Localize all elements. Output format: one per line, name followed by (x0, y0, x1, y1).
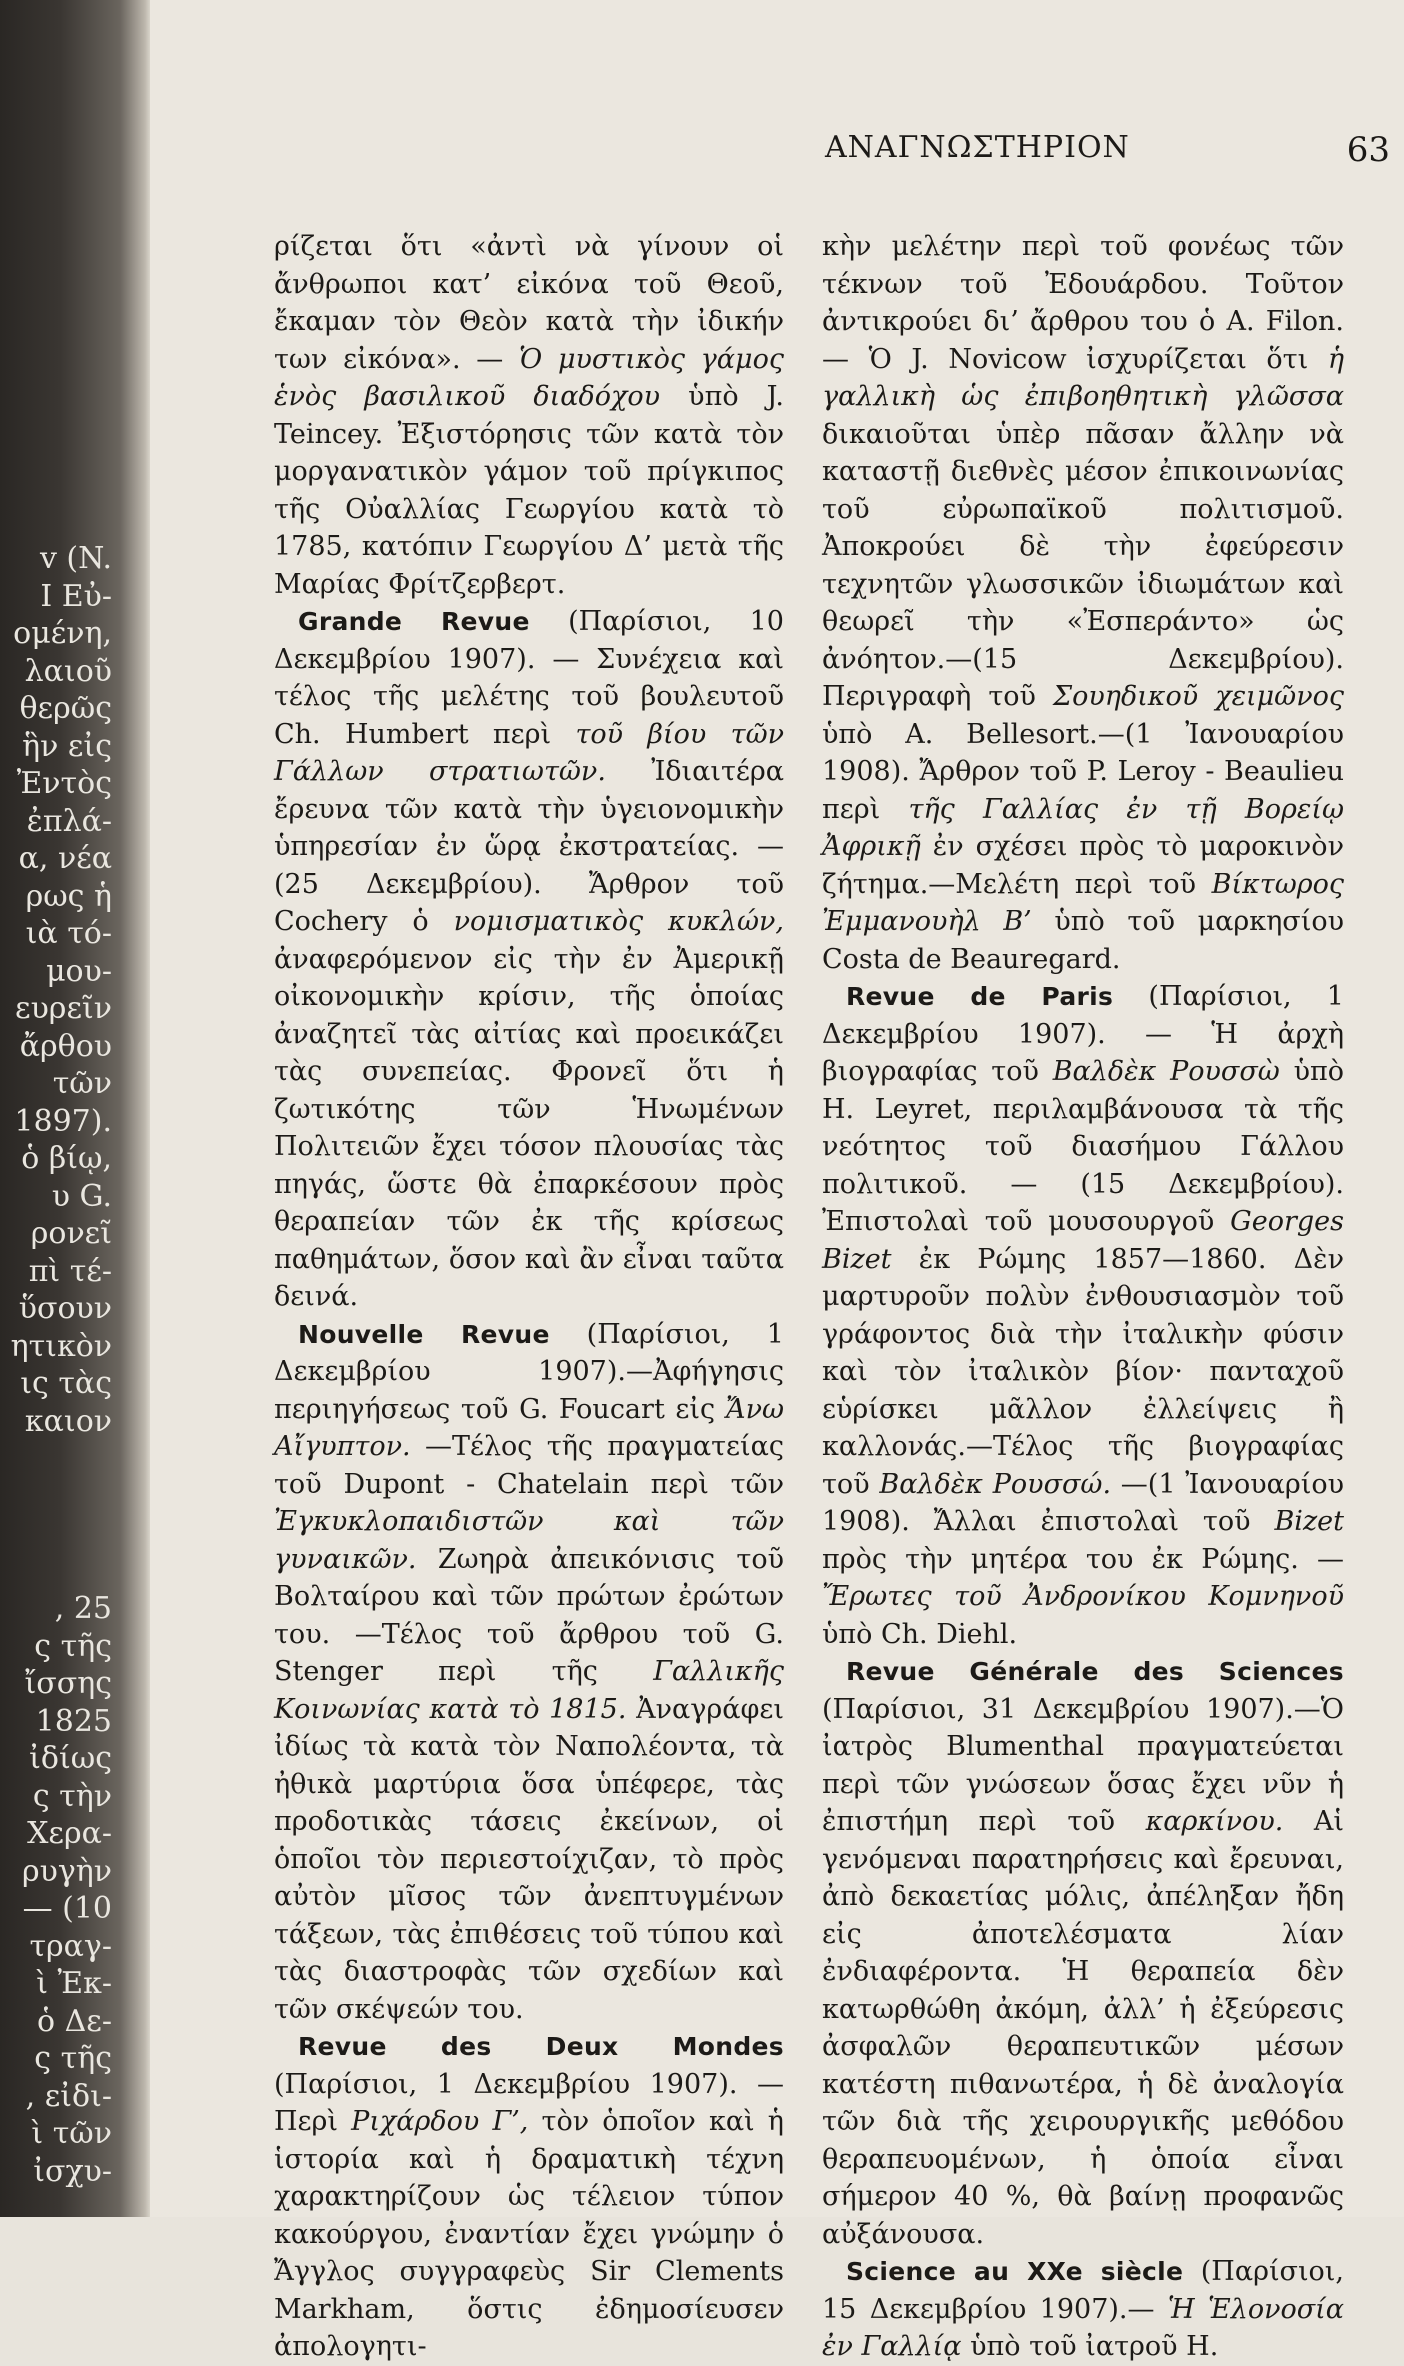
facing-page-line: τῶν (52, 1066, 112, 1101)
facing-page-line: ς τὴν (32, 1778, 112, 1814)
paragraph: ρίζεται ὅτι «ἀντὶ νὰ γίνουν οἱ ἄνθρωποι κατ’ εἰκόνα τοῦ Θεοῦ, ἔκαμαν τὸν Θεὸν κατὰ τὴν ἰδικήν των εἰκόνα». — Ὁ μυστικὸς γάμος ἑνὸς βασιλικοῦ διαδόχου ὑπὸ J. Teincey. Ἐξιστόρησις τῶν κατὰ τὸν μοργανατικὸν γάμον τοῦ πρίγκιπος τῆς Οὐαλλίας Γεωργίου κατὰ τὸ 1785, κατόπιν Γεωργίου Δ’ μετὰ τῆς Μαρίας Φρίτζερβερτ. (274, 231, 784, 600)
review-entry-nouvelle-revue: Nouvelle Revue (Παρίσιοι, 1 Δεκεμβρίου 1907).—Ἀφήγησις περιηγήσεως τοῦ G. Foucart εἰς Ἄνω Αἴγυπτον. —Τέλος τῆς πραγματείας τοῦ Dupont - Chatelain περὶ τῶν Ἐγκυκλοπαιδιστῶν καὶ τῶν γυναικῶν. Ζωηρὰ ἀπεικόνισις τοῦ Βολταίρου καὶ τῶν πρώτων ἐρώτων του. —Τέλος τοῦ ἄρθρου τοῦ G. Stenger περὶ τῆς Γαλλικῆς Κοινωνίας κατὰ τὸ 1815. Ἀναγράφει ἰδίως τὰ κατὰ τὸν Ναπολέοντα, τὰ ἠθικὰ μαρτύρια ὅσα ὑπέφερε, τὰς προδοτικὰς τάσεις ἐκείνων, οἱ ὁποῖοι τὸν περιεστοίχιζαν, τὸ πρὸς αὐτὸν μῖσος τῶν ἀνεπτυγμένων τάξεων, τὰς ἐπιθέσεις τοῦ τύπου καὶ τὰς διαστροφὰς τῶν σχεδίων καὶ τῶν σκέψεών του. (274, 1318, 785, 2025)
page (150, 0, 1404, 2362)
facing-page-line: πὶ τέ- (28, 1253, 112, 1289)
left-column (274, 228, 784, 2366)
facing-page-line: ἣν εἰς (22, 728, 112, 764)
facing-page-gap (0, 1440, 112, 1590)
facing-page-line: ὶ Ἐκ- (36, 1966, 112, 2001)
review-title: Nouvelle Revue (298, 1319, 550, 1349)
facing-page-line: Χερα- (27, 1816, 112, 1851)
review-entry-revue-generale-des-sciences: Revue Générale des Sciences (Παρίσιοι, 31 Δεκεμβρίου 1907).—Ὁ ἰατρὸς Blumenthal πραγματεύεται περὶ τῶν γνώσεων ὅσας ἔχει νῦν ἡ ἐπιστήμη περὶ τοῦ καρκίνου. Αἱ γενόμεναι παρατηρήσεις καὶ ἔρευναι, ἀπὸ δεκαετίας μόλις, ἀπέληξαν ἤδη εἰς ἀποτελέσματα λίαν ἐνδιαφέροντα. Ἡ θεραπεία δὲν κατωρθώθη ἀκόμη, ἀλλ’ ἡ ἐξεύρεσις ἀσφαλῶν θεραπευτικῶν μέσων κατέστη πιθανωτέρα, ἡ δὲ ἀναλογία τῶν διὰ τῆς χειρουργικῆς μεθόδου θεραπευομένων, ἡ ὁποία εἶναι σήμερον 40 %, θὰ βαίνῃ προφανῶς αὐξάνουσα. (822, 1657, 1344, 2250)
paragraph: κὴν μελέτην περὶ τοῦ φονέως τῶν τέκνων τοῦ Ἐδουάρδου. Τοῦτον ἀντικρούει δι’ ἄρθρου του ὁ A. Filon. — Ὁ J. Novicow ἰσχυρίζεται ὅτι ἡ γαλλικὴ ὡς ἐπιβοηθητικὴ γλῶσσα δικαιοῦται ὑπὲρ πᾶσαν ἄλλην νὰ καταστῇ διεθνὲς μέσον ἐπικοινωνίας τοῦ εὐρωπαϊκοῦ πολιτισμοῦ. Ἀποκρούει δὲ τὴν ἐφεύρεσιν τεχνητῶν γλωσσικῶν ἰδιωμάτων καὶ θεωρεῖ τὴν «Ἐσπεράντο» ὡς ἀνόητον.—(15 Δεκεμβρίου). Περιγραφὴ τοῦ Σουηδικοῦ χειμῶνος ὑπὸ A. Bellesort.—(1 Ἰανουαρίου 1908). Ἄρθρον τοῦ P. Leroy - Beaulieu περὶ τῆς Γαλλίας ἐν τῇ Βορείῳ Ἀφρικῇ ἐν σχέσει πρὸς τὸ μαροκινὸν ζήτημα.—Μελέτη περὶ τοῦ Βίκτωρος Ἐμμανουὴλ Β’ ὑπὸ τοῦ μαρκησίου Costa de Beauregard. (822, 231, 1344, 975)
facing-page-line: υ G. (51, 1178, 112, 1214)
review-title: Grande Revue (298, 607, 530, 636)
facing-page-line: ευρεῖν (15, 991, 112, 1026)
facing-page-line: ἐπλά- (26, 803, 112, 839)
facing-page-line: ητικὸν (10, 1328, 112, 1364)
facing-page-line: ἄρθου (19, 1028, 112, 1064)
page-number: 63 (1346, 130, 1390, 170)
facing-page-line: ς τῆς (34, 2041, 112, 2076)
facing-page-line: ἰσχυ- (33, 2153, 112, 2189)
review-entry-revue-de-paris: Revue de Paris (Παρίσιοι, 1 Δεκεμβρίου 1907). — Ἡ ἀρχὴ βιογραφίας τοῦ Βαλδὲκ Ρουσσὼ ὑπὸ H. Leyret, περιλαμβάνουσα τὰ τῆς νεότητος τοῦ διασήμου Γάλλου πολιτικοῦ. — (15 Δεκεμβρίου). Ἐπιστολαὶ τοῦ μουσουργοῦ Georges Bizet ἐκ Ρώμης 1857—1860. Δὲν μαρτυροῦν πολὺν ἐνθουσιασμὸν τοῦ γράφοντος διὰ τὴν ἰταλικὴν φύσιν καὶ τὸν ἰταλικὸν βίον· πανταχοῦ εὑρίσκει μᾶλλον ἐλλείψεις ἢ καλλονάς.—Τέλος τῆς βιογραφίας τοῦ Βαλδὲκ Ρουσσώ. —(1 Ἰανουαρίου 1908). Ἄλλαι ἐπιστολαὶ τοῦ Bizet πρὸς τὴν μητέρα του ἐκ Ρώμης. — Ἔρωτες τοῦ Ἀνδρονίκου Κομνηνοῦ ὑπὸ Ch. Diehl. (822, 981, 1344, 1650)
facing-page-fragment (0, 540, 112, 2190)
facing-page-line: , 25 (54, 1591, 112, 1626)
facing-page-line: θερῶς (19, 691, 112, 726)
facing-page-line: Ἐντὸς (16, 766, 112, 801)
facing-page-line: ὕσουν (18, 1291, 112, 1326)
review-title: Science au XXe siècle (846, 2257, 1184, 2286)
review-entry-revue-des-deux-mondes: Revue des Deux Mondes (Παρίσιοι, 1 Δεκεμβρίου 1907). — Περὶ Ριχάρδου Γ’, τὸν ὁποῖον καὶ ἡ ἱστορία καὶ ἡ δραματικὴ τέχνη χαρακτηρίζουν ὡς τέλειον τύπον κακούργου, ἐναντίαν ἔχει γνώμην ὁ Ἄγγλος συγγραφεὺς Sir Clements Markham, ὅστις ἐδημοσίευσεν ἀπολογητι- (274, 2032, 784, 2362)
review-entry-grande-revue: Grande Revue (Παρίσιοι, 10 Δεκεμβρίου 1907). — Συνέχεια καὶ τέλος τῆς μελέτης τοῦ βουλευτοῦ Ch. Humbert περὶ τοῦ βίου τῶν Γάλλων στρατιωτῶν. Ἰδιαιτέρα ἔρευνα τῶν κατὰ τὴν ὑγειονομικὴν ὑπηρεσίαν ἐν ὥρᾳ ἐκστρατείας. — (25 Δεκεμβρίου). Ἄρθρον τοῦ Cochery ὁ νομισματικὸς κυκλών, ἀναφερόμενον εἰς τὴν ἐν Ἀμερικῇ οἰκονομικὴν κρίσιν, τῆς ὁποίας ἀναζητεῖ τὰς αἰτίας καὶ προεικάζει τὰς συνεπείας. Φρονεῖ ὅτι ἡ ζωτικότης τῶν Ἡνωμένων Πολιτειῶν ἔχει τόσον πλουσίας τὰς πηγάς, ὥστε θὰ ἐπαρκέσουν πρὸς θεραπείαν τῶν ἐκ τῆς κρίσεως παθημάτων, ὅσον καὶ ἂν εἶναι ταῦτα δεινά. (274, 606, 784, 1312)
facing-page-line: ς τῆς (34, 1628, 112, 1664)
facing-page-line: ἴσσης (24, 1666, 112, 1701)
facing-page-line: ὁ Δε- (37, 2003, 112, 2039)
facing-page-line: ἰδίως (29, 1741, 112, 1776)
running-title: ΑΝΑΓΝΩΣΤΗΡΙΟΝ (825, 130, 1130, 165)
facing-page-line: ρονεῖ (30, 1216, 112, 1251)
facing-page-line: v (N. (39, 541, 112, 576)
review-title: Revue des Deux Mondes (298, 2032, 784, 2061)
facing-page-line: I Εὐ- (40, 578, 112, 614)
review-entry-science-au-xxe-siecle: Science au XXe siècle (Παρίσιοι, 15 Δεκεμβρίου 1907).— Ἡ Ἑλονοσία ἐν Γαλλίᾳ ὑπὸ τοῦ ἰατροῦ H. (822, 2256, 1344, 2362)
facing-page-line: — (10 (22, 1891, 112, 1926)
facing-page-line: καιον (24, 1403, 112, 1439)
right-column (822, 228, 1344, 2366)
facing-page-line: ιὰ τό- (25, 916, 112, 951)
facing-page-line: α, νέα (18, 841, 112, 876)
facing-page-line: τραγ- (29, 1928, 112, 1964)
facing-page-line: 1825 (35, 1703, 112, 1739)
facing-page-line: ὁ βίῳ, (21, 1141, 112, 1176)
facing-page-line: 1897). (14, 1103, 112, 1139)
page-header (670, 130, 1390, 180)
review-title: Revue Générale des Sciences (846, 1657, 1344, 1686)
facing-page-line: ομένη, (13, 616, 112, 651)
facing-page-line: λαιοῦ (24, 653, 112, 689)
review-title: Revue de Paris (846, 982, 1114, 1011)
facing-page-line: , εἰδι- (25, 2078, 112, 2114)
facing-page-line: ρυγὴν (21, 1853, 112, 1889)
facing-page-line: μου- (46, 953, 112, 989)
facing-page-line: ρως ἡ (25, 878, 112, 914)
facing-page-line: ις τὰς (20, 1366, 112, 1401)
facing-page-line: ὶ τῶν (31, 2116, 112, 2151)
